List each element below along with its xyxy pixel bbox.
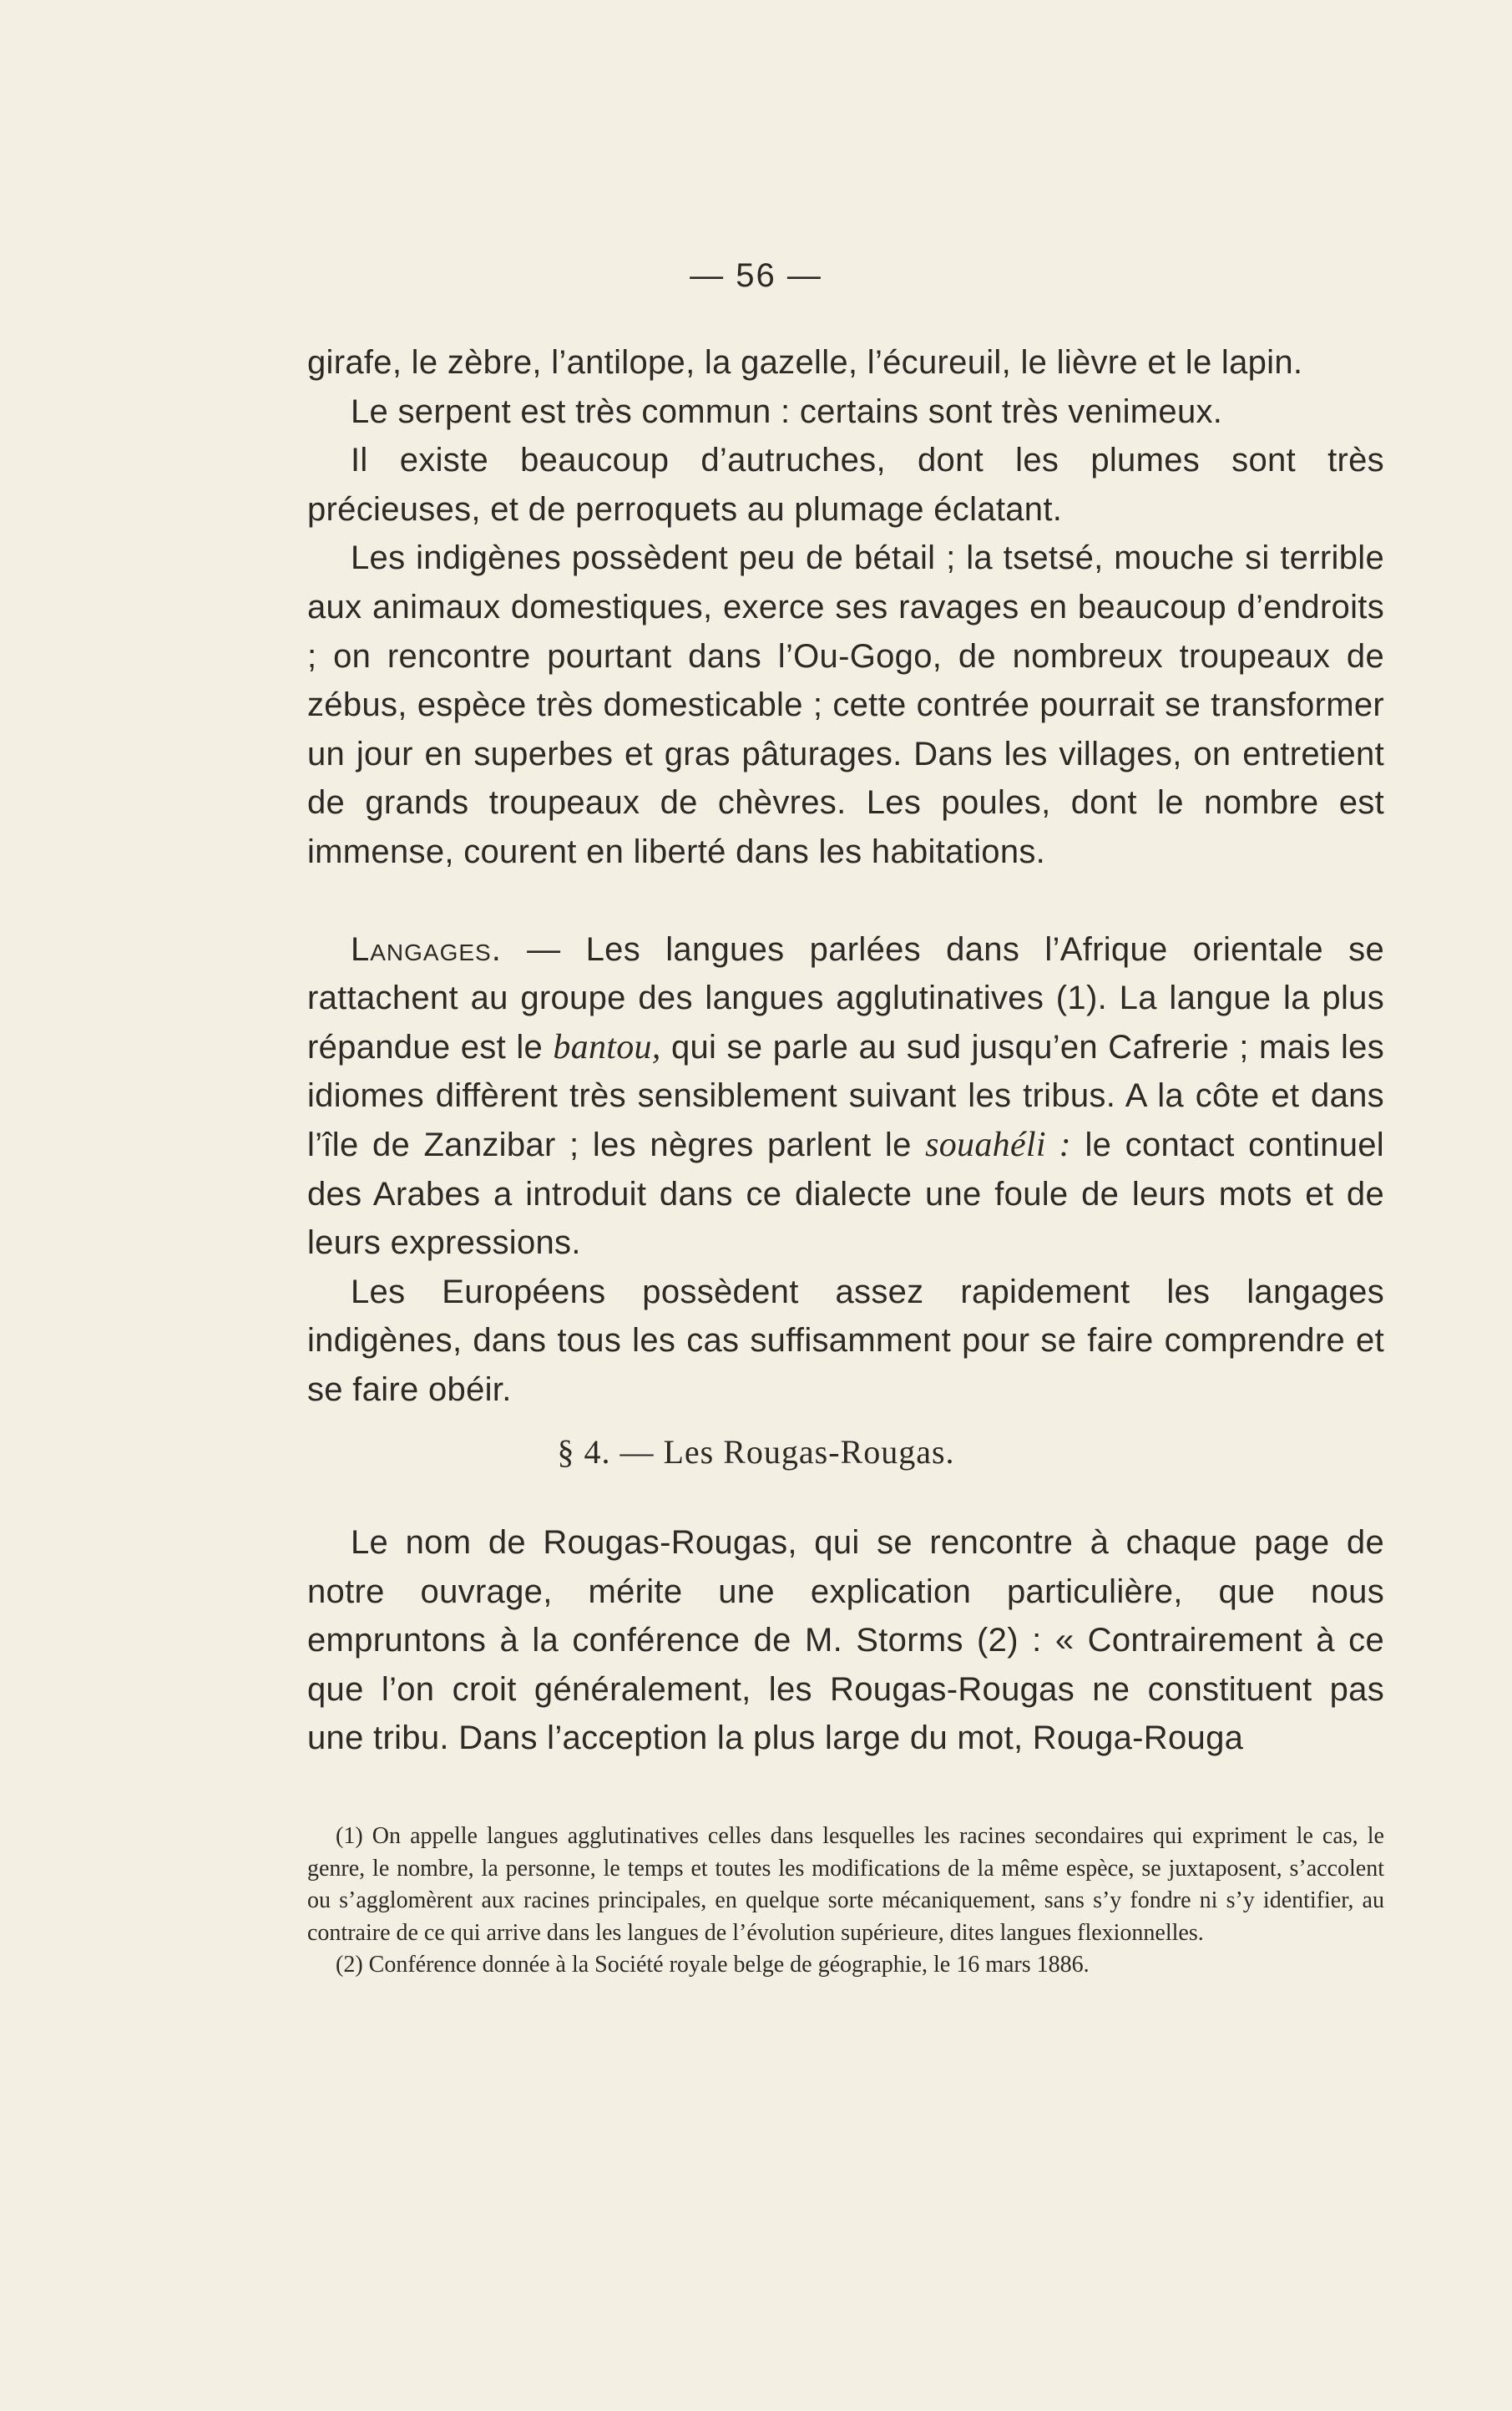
langages-text-a: Les langues parlées dans l’Afrique orientale se rattachent au groupe des langues agglutinatives (1). La langue la plus répandue est le [307, 930, 1384, 1066]
section-heading-rougas: § 4. — Les Rougas-Rougas. [557, 1433, 955, 1471]
term-souaheli: souahéli : [925, 1125, 1071, 1164]
paragraph-betail: Les indigènes possèdent peu de bétail ; la tsetsé, mouche si terrible aux animaux domestiques, exerce ses ravages en beaucoup d’endroits ; on rencontre pourtant dans l’Ou-Gogo, de nombreux troupeaux de zébus, espèce très domesticable ; cette contrée pourrait se transformer un jour en superbes et gras pâturages. Dans les villages, on entretient de grands troupeaux de chèvres. Les poules, dont le nombre est immense, courent en liberté dans les habitations. [307, 539, 1384, 870]
page-number: — 56 — [690, 257, 822, 294]
paragraph-rougas: Le nom de Rougas-Rougas, qui se rencontre à chaque page de notre ouvrage, mérite une explication particulière, que nous empruntons à la conférence de M. Storms (2) : « Contrairement à ce que l’on croit généralement, les Rougas-Rougas ne constituent pas une tribu. Dans l’acception la plus large du mot, Rouga-Rouga [307, 1524, 1384, 1757]
paragraph-serpents: Le serpent est très commun : certains sont très venimeux. [351, 393, 1223, 430]
fauna-section [307, 338, 1384, 1414]
footnote-1: (1) On appelle langues agglutinatives celles dans lesquelles les racines secondaires qui expriment le cas, le genre, le nombre, la personne, le temps et toutes les modifications de la même espèce, se juxtaposent, s’accolent ou s’agglomèrent aux racines principales, en quelque sorte mécaniquement, sans s’y fondre ni s’y identifier, au contraire de ce qui arrive dans les langues de l’évolution supérieure, dites langues flexionnelles. [307, 1823, 1384, 1946]
rougas-section [307, 1518, 1384, 1763]
footnote-2: (2) Conférence donnée à la Société royale belge de géographie, le 16 mars 1886. [336, 1952, 1090, 1978]
langages-heading: Langages. [351, 930, 502, 968]
term-bantou: bantou, [553, 1027, 661, 1066]
langages-text-b: qui se parle au sud jusqu’en Cafrerie ; mais les idiomes diffèrent très sensiblement suivant les tribus. A la côte et dans l’île de Zanzibar ; les nègres parlent le [307, 1028, 1384, 1163]
paragraph-langages [307, 925, 1384, 1268]
langages-text-c: le contact continuel des Arabes a introduit dans ce dialecte une foule de leurs mots et de leurs expressions. [307, 1126, 1384, 1262]
footnotes [307, 1821, 1384, 1982]
paragraph-autruches: Il existe beaucoup d’autruches, dont les plumes sont très précieuses, et de perroquets au plumage éclatant. [307, 442, 1384, 528]
paragraph-europeens: Les Européens possèdent assez rapidement les langages indigènes, dans tous les cas suffisamment pour se faire comprendre et se faire obéir. [307, 1273, 1384, 1408]
langages-dash: — [501, 930, 586, 968]
paragraph-fauna-continued: girafe, le zèbre, l’antilope, la gazelle, l’écureuil, le lièvre et le lapin. [307, 344, 1303, 381]
